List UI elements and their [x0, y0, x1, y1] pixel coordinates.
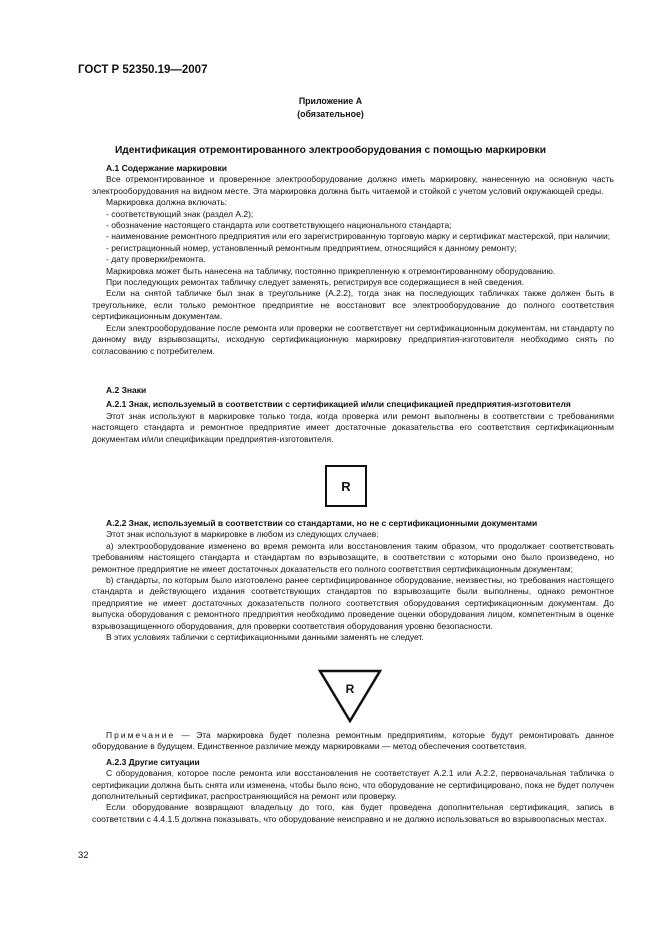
list-item: а) электрооборудование изменено во время ремонта или восстановления таким образом, что продолжает соответствовать требованиям настоящего стандарта и стандартам по взрывозащите, в соответствии с которыми оно было произведено, но ремонтное предприятие не имеет достаточных доказательств его полного соответствия сертификационным документам;	[92, 540, 614, 574]
paragraph: Маркировка должна включать:	[106, 197, 228, 208]
list-item: - регистрационный номер, установленный ремонтным предприятием, относящийся к данному ремонту;	[106, 242, 517, 253]
note-label: Примечание	[106, 730, 176, 740]
section-a2-heading: А.2 Знаки	[106, 385, 147, 395]
section-a1-heading: А.1 Содержание маркировки	[106, 163, 227, 173]
paragraph: С оборудования, которое после ремонта или восстановления не соответствует А.2.1 или А.2.2, первоначальная табличка о сертификации должна быть снята или изменена, чтобы было ясно, что оборудование не сертифицировано, пока не будет получен дополнительный сертификат, распространяющийся на ремонт или проверку.	[92, 768, 614, 802]
paragraph: Если оборудование возвращают владельцу до того, как будет проведена дополнительная сертификация, запись в соответствии с 4.4.1.5 должна показывать, что оборудование неисправно и не должно использоваться во взрывоопасных местах.	[92, 802, 614, 824]
paragraph: Маркировка может быть нанесена на табличку, постоянно прикрепленную к отремонтированному оборудованию.	[106, 265, 556, 276]
paragraph: При последующих ремонтах табличку следует заменять, регистрируя все содержащиеся в ней сведения.	[106, 277, 525, 288]
list-item: - дату проверки/ремонта.	[106, 254, 206, 265]
list-item: - наименование ремонтного предприятия или его зарегистрированную торговую марку и сертификат мастерской, при наличии;	[106, 231, 611, 242]
r-mark-symbol: R	[341, 478, 351, 494]
section-a1	[92, 163, 614, 357]
section-note-a2-3	[92, 730, 614, 825]
list-item: - обозначение настоящего стандарта или соответствующего национального стандарта;	[106, 220, 452, 231]
r-mark-triangle-symbol: R	[345, 682, 355, 696]
appendix-title: Приложение А	[298, 96, 363, 106]
paragraph: Этот знак используют в маркировке в любом из следующих случаев:	[106, 529, 379, 540]
page-number: 32	[78, 850, 89, 861]
r-mark-triangle	[318, 669, 382, 723]
section-a2-2	[92, 518, 614, 643]
section-a2-1-heading: А.2.1 Знак, используемый в соответствии с сертификацией и/или спецификацией предприятия-изготовителя	[106, 399, 571, 410]
appendix-status: (обязательное)	[297, 109, 364, 119]
paragraph: Если электрооборудование после ремонта или проверки не соответствует ни сертификационным документам, ни стандарту по данному виду взрывозащиты, исходную сертификационную маркировку предприятия-изготовителя необходимо снять по согласованию с потребителем.	[92, 322, 614, 356]
paragraph: Все отремонтированное и проверенное электрооборудование должно иметь маркировку, нанесенную на основную часть электрооборудования на видном месте. Эта маркировка должна быть читаемой и стойкой с учетом условий окружающей среды.	[92, 174, 614, 196]
note	[92, 730, 614, 753]
paragraph: Этот знак используют в маркировке только тогда, когда проверка или ремонт выполнены в соответствии с требованиями настоящего стандарта и ремонтное предприятие имеет достаточные доказательства его соответствия сертификационным документам и/или спецификации предприятия-изготовителя.	[92, 410, 614, 444]
standard-code: ГОСТ Р 52350.19—2007	[78, 64, 208, 76]
paragraph: Если на снятой табличке был знак в треугольнике (А.2.2), тогда знак на последующих табличках также должен быть в треугольнике, если только ремонтное предприятие не восстановит все электрооборудование до полного соответствия сертификационным документам.	[92, 288, 614, 322]
paragraph: В этих условиях таблички с сертификационными данными заменять не следует.	[106, 632, 424, 643]
note-text: — Эта маркировка будет полезна ремонтным предприятиям, которые будут ремонтировать данное оборудование в будущем. Единственное различие между маркировками — метод обеспечения соответствия.	[92, 730, 614, 752]
r-mark-box	[325, 465, 367, 507]
section-a2-1	[92, 385, 614, 445]
list-item: b) стандарты, по которым было изготовлено ранее сертифицированное оборудование, неизвестны, но требования настоящего стандарта и действующего издания соответствующих стандартов по взрывозащите были выполнены, однако ремонтное предприятие не имеет достаточных доказательств полного соответствия оборудования сертификационным документам. До выпуска оборудования с ремонтного предприятия необходимо проведение оценки оборудования лицом, компетентным в оценке взрывозащищенного оборудования, для проверки соответствия оборудования уровню безопасности.	[92, 575, 614, 631]
section-a2-2-heading: А.2.2 Знак, используемый в соответствии со стандартами, но не с сертификационными документами	[106, 518, 538, 528]
main-title: Идентификация отремонтированного электрооборудования с помощью маркировки	[114, 145, 547, 156]
list-item: - соответствующий знак (раздел А.2);	[106, 208, 254, 219]
section-a2-3-heading: А.2.3 Другие ситуации	[106, 756, 200, 767]
